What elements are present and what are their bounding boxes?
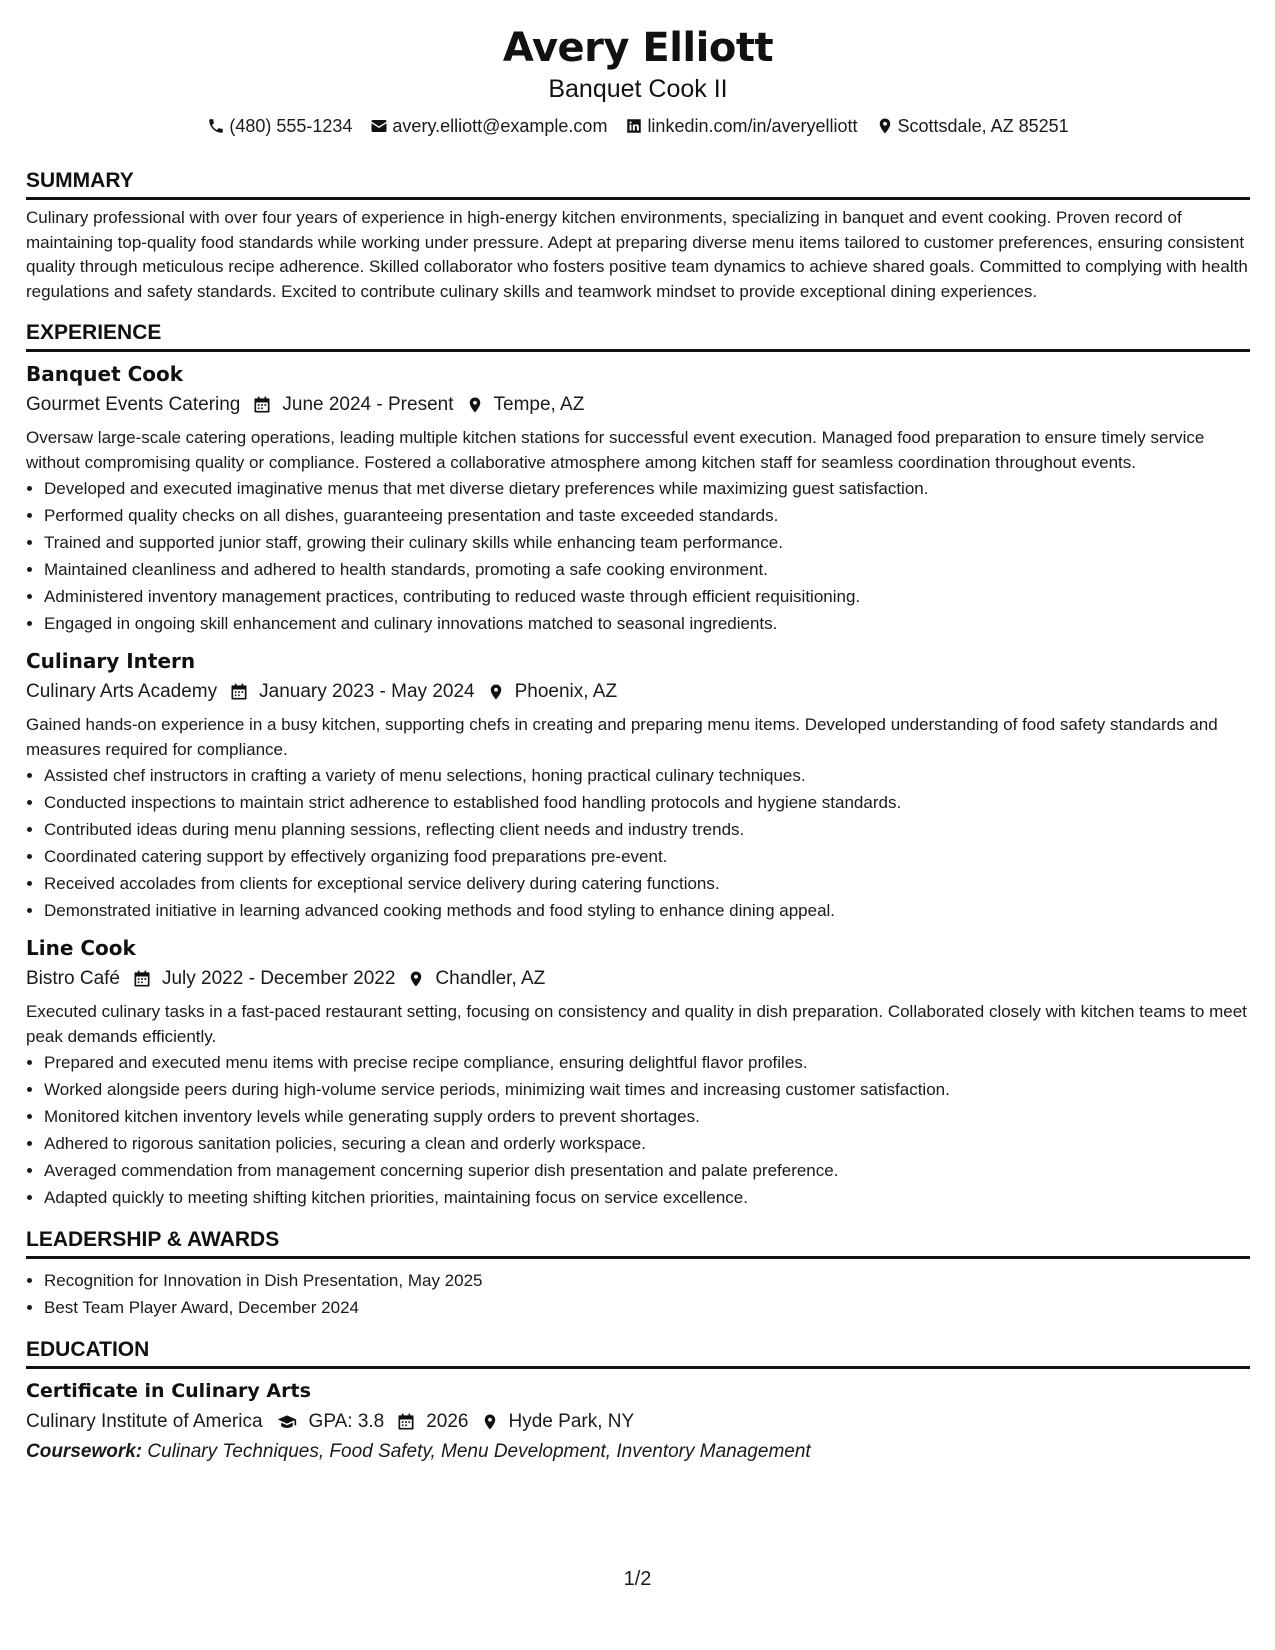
resume-header [26, 24, 1250, 138]
list-item: • Contributed ideas during menu planning sessions, reflecting client needs and industry trends. [44, 816, 1250, 843]
summary-section [26, 168, 1250, 304]
list-item: • Prepared and executed menu items with precise recipe compliance, ensuring delightful flavor profiles. [44, 1049, 1250, 1076]
contact-email[interactable] [370, 114, 607, 138]
phone-icon [207, 117, 225, 135]
education-section [26, 1337, 1250, 1467]
job-meta [26, 390, 1250, 420]
list-item: • Demonstrated initiative in learning advanced cooking methods and food styling to enhance dining appeal. [44, 897, 1250, 924]
coursework [26, 1437, 1250, 1467]
company-name: Bistro Café [26, 968, 120, 989]
envelope-icon [370, 117, 388, 135]
job-dates: July 2022 - December 2022 [161, 968, 396, 989]
experience-section [26, 320, 1250, 1211]
job-entry [26, 360, 1250, 637]
contact-phone[interactable] [207, 114, 352, 138]
job-meta [26, 964, 1250, 994]
coursework-label: Coursework: [26, 1441, 143, 1462]
phone-text: (480) 555-1234 [229, 116, 353, 136]
list-item: • Maintained cleanliness and adhered to health standards, promoting a safe cooking environment. [44, 556, 1250, 583]
map-pin-icon [466, 395, 484, 415]
job-entry [26, 934, 1250, 1211]
linkedin-icon [625, 117, 643, 135]
list-item: • Adhered to rigorous sanitation policies, securing a clean and orderly workspace. [44, 1130, 1250, 1157]
list-item: • Coordinated catering support by effectively organizing food preparations pre-event. [44, 843, 1250, 870]
list-item: • Averaged commendation from management concerning superior dish presentation and palate preference. [44, 1157, 1250, 1184]
contact-location [876, 114, 1069, 138]
calendar-icon [229, 682, 249, 702]
list-item: • Best Team Player Award, December 2024 [44, 1294, 1250, 1321]
section-title-education: EDUCATION [26, 1337, 1250, 1369]
graduation-year: 2026 [426, 1411, 469, 1432]
linkedin-text: linkedin.com/in/averyelliott [647, 116, 858, 136]
job-meta [26, 677, 1250, 707]
job-description: Gained hands-on experience in a busy kitchen, supporting chefs in creating and preparing menu items. Developed understanding of food safety standards and measures required for compliance. [26, 715, 1218, 759]
list-item: • Administered inventory management practices, contributing to reduced waste through efficient requisitioning. [44, 583, 1250, 610]
job-dates: January 2023 - May 2024 [259, 681, 475, 702]
awards-list [26, 1267, 1250, 1321]
awards-section [26, 1227, 1250, 1321]
map-pin-icon [487, 682, 505, 702]
map-pin-icon [407, 969, 425, 989]
list-item: • Worked alongside peers during high-volume service periods, minimizing wait times and increasing customer satisfaction. [44, 1076, 1250, 1103]
page-number: 1/2 [623, 1568, 652, 1590]
degree-title: Certificate in Culinary Arts [26, 1380, 311, 1402]
job-title: Banquet Cook [26, 362, 184, 386]
map-pin-icon [481, 1412, 499, 1432]
job-title: Line Cook [26, 936, 136, 960]
map-pin-icon [876, 117, 894, 135]
candidate-name: Avery Elliott [502, 25, 774, 71]
contact-bar [26, 114, 1250, 138]
section-title-summary: SUMMARY [26, 168, 1250, 200]
job-bullets [26, 475, 1250, 637]
job-location: Tempe, AZ [493, 394, 585, 415]
calendar-icon [396, 1412, 416, 1432]
job-entry [26, 647, 1250, 924]
coursework-list: Culinary Techniques, Food Safety, Menu Development, Inventory Management [147, 1441, 811, 1462]
section-title-awards: LEADERSHIP & AWARDS [26, 1227, 1250, 1259]
list-item: • Engaged in ongoing skill enhancement and culinary innovations matched to seasonal ingredients. [44, 610, 1250, 637]
job-bullets [26, 1049, 1250, 1211]
education-meta [26, 1407, 1250, 1437]
job-description: Oversaw large-scale catering operations, leading multiple kitchen stations for successful event execution. Managed food preparation to ensure timely service without compromising quality or compliance. Fostered a collaborative atmosphere among kitchen staff for seamless coordination throughout events. [26, 428, 1205, 472]
school-name: Culinary Institute of America [26, 1411, 263, 1432]
list-item: • Received accolades from clients for exceptional service delivery during catering functions. [44, 870, 1250, 897]
job-bullets [26, 762, 1250, 924]
list-item: • Performed quality checks on all dishes, guaranteeing presentation and taste exceeded standards. [44, 502, 1250, 529]
section-title-experience: EXPERIENCE [26, 320, 1250, 352]
summary-text: Culinary professional with over four years of experience in high-energy kitchen environments, specializing in banquet and event cooking. Proven record of maintaining top-quality food standards while working under pressure. Adept at preparing diverse menu items tailored to customer preferences, ensuring consistent quality through meticulous recipe adherence. Skilled collaborator who fosters positive team dynamics to achieve shared goals. Committed to complying with health regulations and safety standards. Excited to contribute culinary skills and teamwork mindset to provide exceptional dining experiences. [26, 208, 1248, 301]
job-dates: June 2024 - Present [282, 394, 454, 415]
list-item: • Trained and supported junior staff, growing their culinary skills while enhancing team performance. [44, 529, 1250, 556]
resume-page [26, 0, 1250, 1467]
list-item: • Developed and executed imaginative menus that met diverse dietary preferences while maximizing guest satisfaction. [44, 475, 1250, 502]
list-item: • Adapted quickly to meeting shifting kitchen priorities, maintaining focus on service excellence. [44, 1184, 1250, 1211]
company-name: Gourmet Events Catering [26, 394, 241, 415]
calendar-icon [252, 395, 272, 415]
list-item: • Conducted inspections to maintain strict adherence to established food handling protocols and hygiene standards. [44, 789, 1250, 816]
job-location: Phoenix, AZ [514, 681, 618, 702]
list-item: • Monitored kitchen inventory levels while generating supply orders to prevent shortages. [44, 1103, 1250, 1130]
job-location: Chandler, AZ [435, 968, 546, 989]
list-item: • Assisted chef instructors in crafting a variety of menu selections, honing practical culinary techniques. [44, 762, 1250, 789]
list-item: • Recognition for Innovation in Dish Presentation, May 2025 [44, 1267, 1250, 1294]
company-name: Culinary Arts Academy [26, 681, 218, 702]
contact-linkedin[interactable] [625, 114, 857, 138]
graduation-cap-icon [275, 1412, 299, 1432]
gpa-text: GPA: 3.8 [308, 1411, 385, 1432]
email-text: avery.elliott@example.com [392, 116, 608, 136]
job-title: Culinary Intern [26, 649, 196, 673]
location-text: Scottsdale, AZ 85251 [897, 116, 1069, 136]
calendar-icon [132, 969, 152, 989]
candidate-role: Banquet Cook II [548, 75, 728, 103]
school-location: Hyde Park, NY [508, 1411, 635, 1432]
job-description: Executed culinary tasks in a fast-paced restaurant setting, focusing on consistency and quality in dish preparation. Collaborated closely with kitchen teams to meet peak demands efficiently. [26, 1002, 1247, 1046]
